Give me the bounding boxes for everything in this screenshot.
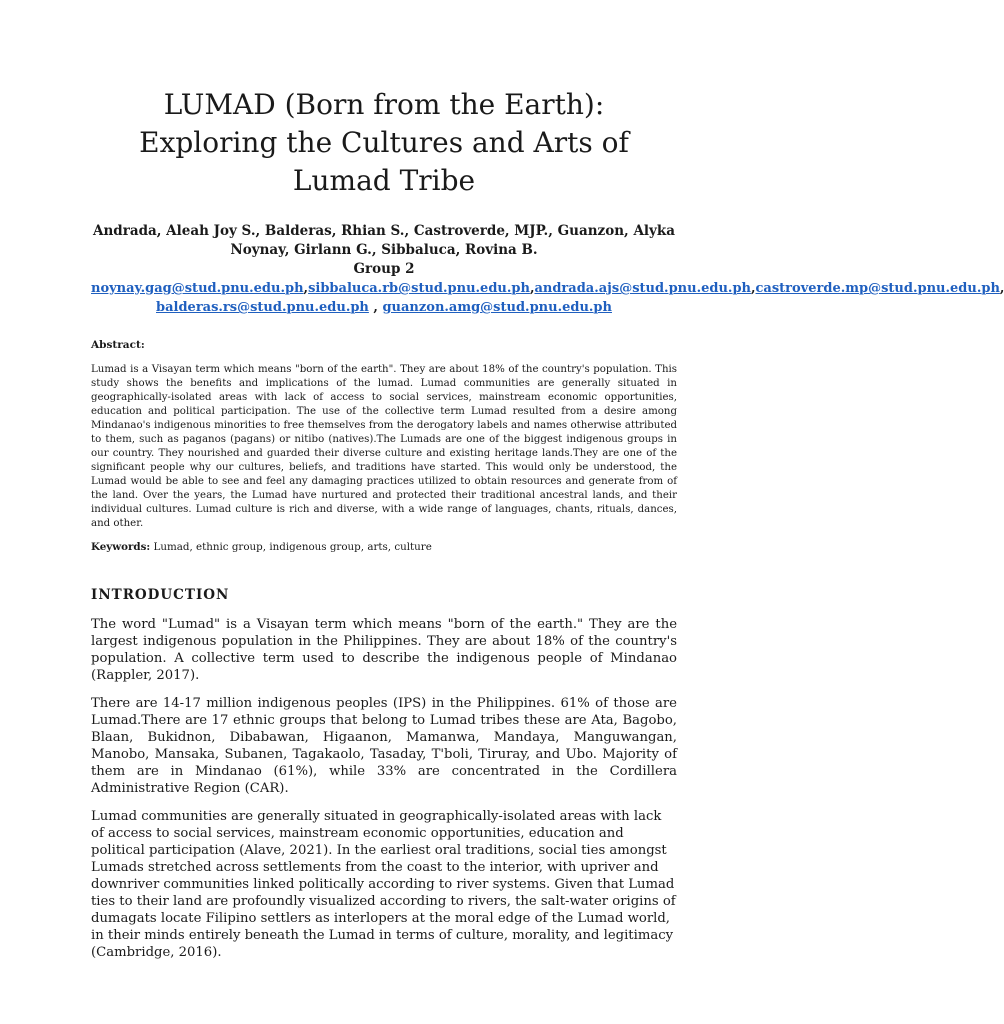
email-link[interactable]: andrada.ajs@stud.pnu.edu.ph	[534, 281, 751, 296]
keywords-label: Keywords:	[91, 541, 151, 553]
email-link[interactable]: guanzon.amg@stud.pnu.edu.ph	[382, 300, 612, 315]
email-link[interactable]: balderas.rs@stud.pnu.edu.ph	[156, 300, 369, 315]
email-list	[91, 279, 1004, 317]
keywords-text: Lumad, ethnic group, indigenous group, arts, culture	[153, 541, 432, 553]
email-separator: ,	[529, 281, 535, 296]
abstract-text: Lumad is a Visayan term which means "born of the earth". They are about 18% of the country's population. This study shows the benefits and implications of the lumad. Lumad communities are generally situated in geographically-isolated areas with lack of access to social services, mainstream economic opportunities, education and political participation. The use of the collective term Lumad resulted from a desire among Mindanao's indigenous minorities to free themselves from the derogatory labels and names otherwise attributed to them, such as paganos (pagans) or nitibo (natives).The Lumads are one of the biggest indigenous groups in our country. They nourished and guarded their diverse culture and existing heritage lands.They are one of the significant people why our cultures, beliefs, and traditions have started. This would only be understood, the Lumad would be able to see and feel any damaging practices utilized to obtain resources and generate from of the land. Over the years, the Lumad have nurtured and protected their traditional ancestral lands, and their individual cultures. Lumad culture is rich and diverse, with a wide range of languages, chants, rituals, dances, and other.	[91, 364, 677, 529]
keywords-line	[91, 541, 677, 553]
abstract-label: Abstract:	[91, 339, 145, 351]
intro-paragraph-1: The word "Lumad" is a Visayan term which means "born of the earth." They are the largest indigenous population in the Philippines. They are about 18% of the country's population. A collective term used to describe the indigenous people of Mindanao (Rappler, 2017).	[91, 617, 677, 683]
email-separator: ,	[750, 281, 756, 296]
intro-paragraph-3: Lumad communities are generally situated in geographically-isolated areas with lack of access to social services, mainstream economic opportunities, education and political participation (Alave, 2021). In the earliest oral traditions, social ties amongst Lumads stretched across settlements from the coast to the interior, with upriver and downriver communities linked politically according to river systems. Given that Lumad ties to their land are profoundly visualized according to rivers, the salt-water origins of dumagats locate Filipino settlers as interlopers at the moral edge of the Lumad world, in their minds entirely beneath the Lumad in terms of culture, morality, and legitimacy (Cambridge, 2016).	[91, 809, 676, 960]
email-link[interactable]: castroverde.mp@stud.pnu.edu.ph	[755, 281, 1000, 296]
email-link[interactable]: sibbaluca.rb@stud.pnu.edu.ph	[308, 281, 530, 296]
email-separator: ,	[368, 300, 383, 315]
author-list: Andrada, Aleah Joy S., Balderas, Rhian S., Castroverde, MJP., Guanzon, Alyka Noynay, Girlann G., Sibbaluca, Rovina B.	[92, 223, 675, 258]
email-link[interactable]: noynay.gag@stud.pnu.edu.ph	[91, 281, 304, 296]
email-separator: ,	[999, 281, 1004, 296]
introduction-heading: INTRODUCTION	[91, 587, 230, 603]
intro-paragraph-2: There are 14-17 million indigenous peoples (IPS) in the Philippines. 61% of those are Lumad.There are 17 ethnic groups that belong to Lumad tribes these are Ata, Bagobo, Blaan, Bukidnon, Dibabawan, Higaanon, Mamanwa, Mandaya, Manguwangan, Manobo, Mansaka, Subanen, Tagakaolo, Tasaday, T'boli, Tiruray, and Ubo. Majority of them are in Mindanao (61%), while 33% are concentrated in the Cordillera Administrative Region (CAR).	[91, 696, 677, 796]
group-label: Group 2	[353, 261, 415, 277]
email-separator: ,	[303, 281, 309, 296]
paper-title: LUMAD (Born from the Earth): Exploring the Cultures and Arts of Lumad Tribe	[139, 88, 629, 197]
